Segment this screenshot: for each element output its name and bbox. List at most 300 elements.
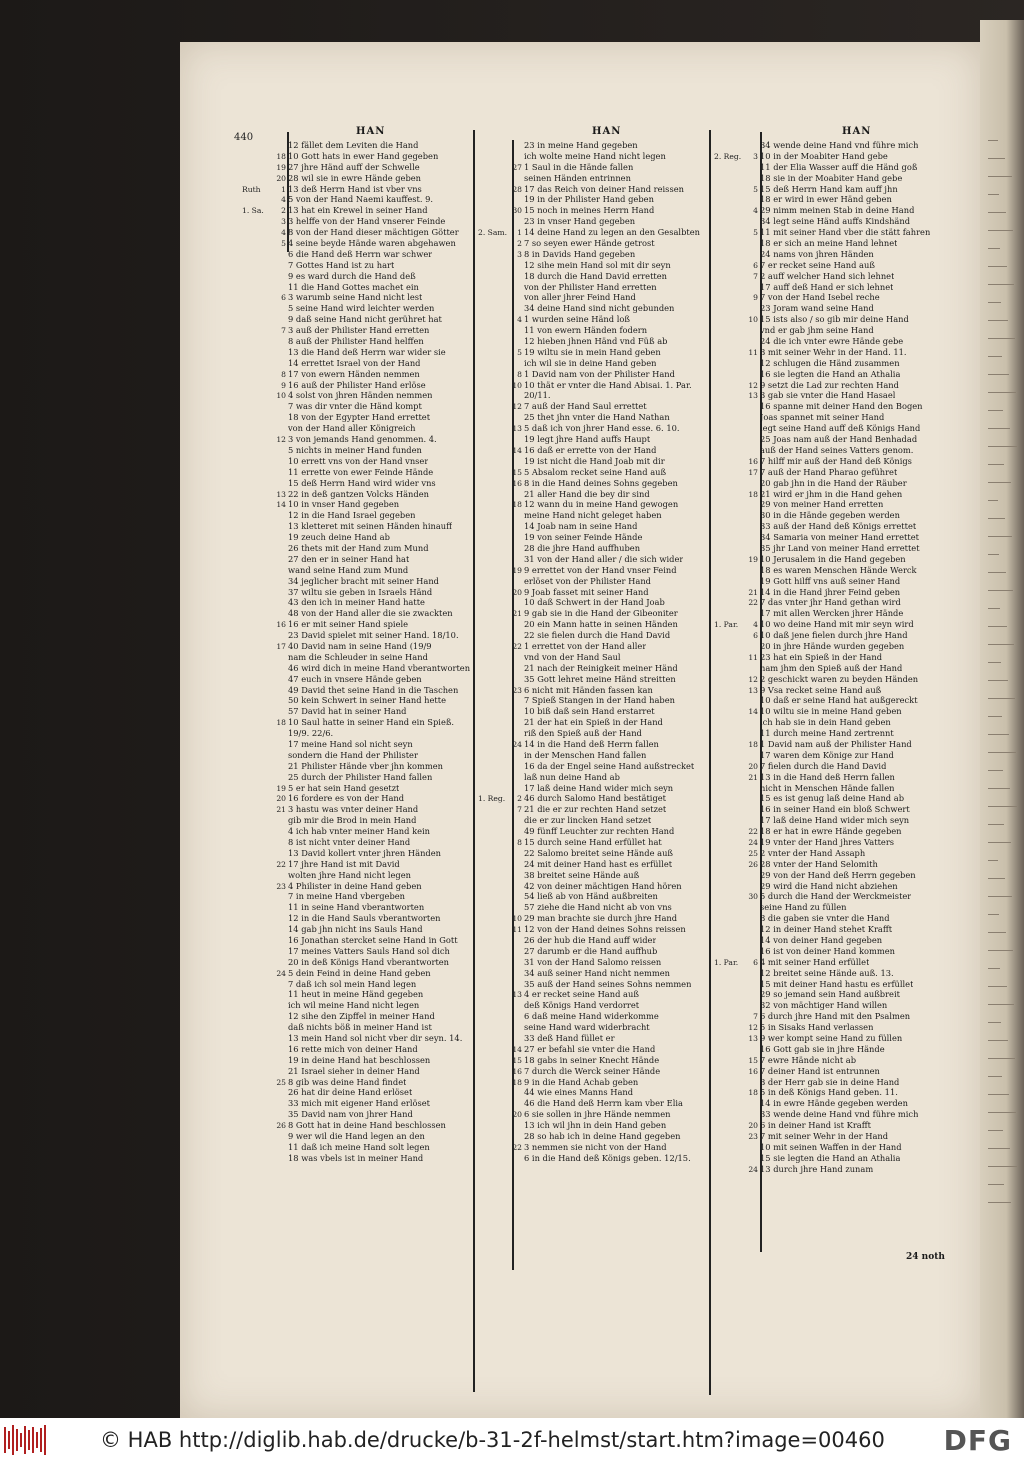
- chapter-number: 12: [748, 380, 758, 390]
- entry-text: 5 daß ich von jhrer Hand esse. 6. 10.: [524, 423, 680, 434]
- index-entry: [242, 913, 472, 924]
- index-entry: [478, 1033, 708, 1044]
- ghost-text-line: [988, 1112, 1016, 1113]
- entry-text: 19 zeuch deine Hand ab: [288, 532, 390, 543]
- entry-text: 19/9. 22/6.: [288, 728, 334, 739]
- logo-bar: [4, 1427, 6, 1453]
- index-entry: [478, 151, 708, 162]
- index-entry: [714, 685, 976, 696]
- index-entry: [714, 412, 976, 423]
- entry-text: 8 ist nicht vnter deiner Hand: [288, 837, 411, 847]
- entry-text: 47 euch in vnsere Hände geben: [288, 673, 422, 684]
- ghost-text-line: [988, 1148, 1010, 1149]
- index-entry: [714, 162, 976, 173]
- index-entry: [714, 630, 976, 641]
- entry-text: 17 waren dem Könige zur Hand: [760, 749, 894, 760]
- entry-text: 7 Gottes Hand ist zu hart: [288, 259, 395, 270]
- entry-text: 21 nach der Reinigkeit meiner Händ: [524, 662, 678, 673]
- ghost-text-line: [988, 896, 1012, 897]
- entry-text: 14 in die Hand jhrer Feind geben: [760, 586, 901, 597]
- index-column-3: [714, 140, 976, 1175]
- index-entry: [478, 652, 708, 663]
- chapter-number: 18: [748, 739, 758, 749]
- index-entry: [714, 870, 976, 881]
- entry-text: 9 gab sie in die Hand der Gibeoniter: [524, 608, 678, 619]
- index-entry: [714, 739, 976, 750]
- index-entry: [242, 1153, 472, 1164]
- index-entry: [478, 216, 708, 227]
- entry-text: 57 ziehe die Hand nicht ab von vns: [524, 902, 672, 913]
- entry-text: 19 vnter der Hand jhres Vatters: [760, 837, 895, 847]
- ghost-text-line: [988, 374, 1009, 375]
- entry-text: 14 in die Hand deß Herrn fallen: [524, 738, 659, 749]
- index-entry: [478, 1055, 708, 1066]
- index-entry: [714, 652, 976, 663]
- entry-text: 32 von mächtiger Hand willen: [760, 1000, 888, 1011]
- index-entry: [242, 1142, 472, 1153]
- index-entry: [714, 532, 976, 543]
- index-entry: [714, 1087, 976, 1098]
- entry-text: 23 David spielet mit seiner Hand. 18/10.: [288, 630, 459, 641]
- chapter-number: 26: [748, 859, 758, 869]
- index-entry: [478, 630, 708, 641]
- chapter-number: 4: [517, 315, 522, 325]
- entry-text: 18 was vbels ist in meiner Hand: [288, 1152, 424, 1163]
- index-entry: [478, 271, 708, 282]
- ghost-text-line: [988, 1202, 1011, 1203]
- entry-text: 10 in vnser Hand gegeben: [288, 499, 400, 510]
- index-entry: [478, 336, 708, 347]
- entry-text: 13 hat ein Krewel in seiner Hand: [288, 205, 428, 216]
- entry-text: 13 kletteret mit seinen Händen hinauff: [288, 521, 453, 532]
- index-entry: [714, 674, 976, 685]
- entry-text: 4 ich hab vnter meiner Hand kein: [288, 826, 431, 837]
- entry-text: 12 fället dem Leviten die Hand: [288, 140, 419, 150]
- chapter-number: 12: [748, 674, 758, 684]
- entry-text: 10 wiltu sie in meine Hand geben: [760, 706, 902, 717]
- index-entry: [478, 1077, 708, 1088]
- entry-text: 7 auß der Hand Saul errettet: [524, 401, 647, 412]
- chapter-number: 12: [748, 1023, 758, 1033]
- index-entry: [714, 891, 976, 902]
- entry-text: 19 in deine Hand hat beschlossen: [288, 1054, 431, 1065]
- index-entry: [714, 303, 976, 314]
- index-entry: [478, 924, 708, 935]
- index-entry: [478, 793, 708, 804]
- chapter-number: 4: [281, 228, 286, 238]
- index-entry: [478, 434, 708, 445]
- hab-logo-icon: [4, 1425, 50, 1455]
- index-entry: [478, 380, 708, 391]
- entry-text: 17 jhre Hand ist mit David: [288, 858, 400, 869]
- entry-text: 10 thät er vnter die Hand Abisai. 1. Par.: [524, 379, 692, 390]
- index-entry: [242, 489, 472, 500]
- entry-text: 46 wird dich in meine Hand vberantworten: [288, 662, 471, 673]
- chapter-number: 15: [512, 1055, 522, 1065]
- ghost-text-line: [988, 878, 1005, 879]
- index-entry: [242, 881, 472, 892]
- entry-text: 14 gab jhn nicht ins Sauls Hand: [288, 924, 423, 935]
- index-entry: [242, 292, 472, 303]
- index-entry: [478, 347, 708, 358]
- index-entry: [478, 423, 708, 434]
- entry-text: 18 er wird in ewer Händ geben: [760, 194, 892, 205]
- ghost-text-line: [988, 932, 1006, 933]
- entry-text: 5 von der Hand Naemi kauffest. 9.: [288, 194, 434, 205]
- chapter-number: 20: [748, 1121, 758, 1131]
- index-entry: [478, 663, 708, 674]
- logo-bar: [24, 1426, 26, 1454]
- entry-text: 27 jhre Händ auff der Schwelle: [288, 161, 420, 172]
- chapter-number: 3: [281, 217, 286, 227]
- chapter-number: 2: [517, 239, 522, 249]
- entry-text: 3 hastu was vnter deiner Hand: [288, 804, 419, 815]
- index-entry: [478, 521, 708, 532]
- chapter-number: 20: [512, 1110, 522, 1120]
- entry-text: 11 mit seiner Hand vber die stätt fahren: [760, 227, 931, 238]
- entry-text: 9 Vsa recket seine Hand auß: [760, 684, 882, 695]
- index-entry: [242, 358, 472, 369]
- ghost-text-line: [988, 392, 1016, 393]
- chapter-number: 4: [281, 195, 286, 205]
- index-entry: [242, 663, 472, 674]
- chapter-number: 22: [748, 827, 758, 837]
- index-entry: [714, 1022, 976, 1033]
- logo-bar: [40, 1428, 42, 1452]
- index-entry: [478, 412, 708, 423]
- entry-text: 2 auff welcher Hand sich lehnet: [760, 270, 895, 281]
- index-entry: [714, 205, 976, 216]
- chapter-number: 13: [748, 1034, 758, 1044]
- index-entry: [714, 717, 976, 728]
- entry-text: 43 den ich in meiner Hand hatte: [288, 597, 425, 608]
- chapter-number: 2: [281, 206, 286, 216]
- index-entry: [242, 271, 472, 282]
- entry-text: 49 fünff Leuchter zur rechten Hand: [524, 826, 675, 837]
- entry-text: 5 in deß Königs Hand geben. 11.: [760, 1087, 898, 1098]
- entry-text: 14 von deiner Hand gegeben: [760, 935, 883, 946]
- entry-text: 21 Israel sieher in deiner Hand: [288, 1065, 420, 1076]
- index-entry: [478, 227, 708, 238]
- index-entry: [242, 532, 472, 543]
- ghost-text-line: [988, 662, 1001, 663]
- index-entry: [478, 815, 708, 826]
- logo-bar: [32, 1427, 34, 1453]
- index-entry: [242, 989, 472, 1000]
- index-entry: [714, 292, 976, 303]
- index-entry: [714, 423, 976, 434]
- index-entry: [714, 216, 976, 227]
- index-entry: [242, 390, 472, 401]
- index-entry: [714, 587, 976, 598]
- entry-text: 12 in die Hand Sauls vberantworten: [288, 913, 441, 924]
- chapter-number: 1: [517, 228, 522, 238]
- index-entry: [478, 260, 708, 271]
- index-entry: [714, 881, 976, 892]
- index-entry: [714, 325, 976, 336]
- entry-text: 13 durch jhre Hand zunam: [760, 1163, 874, 1174]
- entry-text: 15 es ist genug laß deine Hand ab: [760, 793, 905, 804]
- chapter-number: 10: [276, 391, 286, 401]
- index-entry: [242, 587, 472, 598]
- entry-text: 34 jeglicher bracht mit seiner Hand: [288, 575, 439, 586]
- entry-text: in der Menschen Hand fallen: [524, 749, 647, 760]
- index-entry: [478, 314, 708, 325]
- chapter-number: 30: [512, 206, 522, 216]
- index-entry: [242, 521, 472, 532]
- chapter-number: 20: [512, 587, 522, 597]
- entry-text: 33 mich mit eigener Hand erlöset: [288, 1098, 430, 1109]
- ghost-text-line: [988, 302, 1001, 303]
- index-entry: [242, 543, 472, 554]
- index-entry: [242, 162, 472, 173]
- entry-text: 22 sie fielen durch die Hand David: [524, 630, 671, 641]
- chapter-number: 30: [748, 892, 758, 902]
- entry-text: 10 daß er seine Hand hat außgereckt: [760, 695, 918, 706]
- chapter-number: 1: [281, 184, 286, 194]
- index-entry: [478, 1153, 708, 1164]
- index-entry: [714, 913, 976, 924]
- ghost-text-line: [988, 338, 1015, 339]
- entry-text: 9 errettet von der Hand vnser Feind: [524, 564, 677, 575]
- chapter-number: 18: [748, 489, 758, 499]
- entry-text: wand seine Hand zum Mund: [288, 564, 409, 575]
- entry-text: 7 was dir vnter die Händ kompt: [288, 401, 422, 412]
- entry-text: ich wil meine Hand nicht legen: [288, 1000, 420, 1011]
- index-entry: [714, 619, 976, 630]
- chapter-number: 16: [512, 1066, 522, 1076]
- entry-text: nam jhm den Spieß auß der Hand: [760, 662, 903, 673]
- chapter-number: 19: [276, 783, 286, 793]
- entry-text: 9 wer wil die Hand legen an den: [288, 1131, 425, 1142]
- ghost-text-line: [988, 608, 1000, 609]
- index-entry: [714, 1164, 976, 1175]
- logo-bar: [20, 1433, 22, 1447]
- index-entry: [714, 467, 976, 478]
- entry-text: 17 laß deine Hand wider mich seyn: [524, 782, 674, 793]
- entry-text: 38 breitet seine Hände auß: [524, 869, 640, 880]
- entry-text: 3 warumb seine Hand nicht lest: [288, 292, 423, 303]
- entry-text: 4 solst von jhren Händen nemmen: [288, 390, 433, 401]
- entry-text: 24 die ich vnter ewre Hände gebe: [760, 336, 904, 347]
- index-entry: [714, 772, 976, 783]
- ghost-text-line: [988, 266, 1007, 267]
- entry-text: 17 meine Hand sol nicht seyn: [288, 738, 413, 749]
- entry-text: 12 sihe mein Hand sol mit dir seyn: [524, 259, 671, 270]
- chapter-number: 24: [512, 739, 522, 749]
- index-entry: [242, 369, 472, 380]
- entry-text: 12 breitet seine Hände auß. 13.: [760, 967, 894, 978]
- ghost-text-line: [988, 986, 1007, 987]
- index-entry: [478, 238, 708, 249]
- entry-text: 1 Saul in die Hände fallen: [524, 161, 634, 172]
- index-entry: [478, 489, 708, 500]
- entry-text: 2 vnter der Hand Assaph: [760, 847, 866, 858]
- chapter-number: 25: [748, 848, 758, 858]
- entry-text: 3 helffe von der Hand vnserer Feinde: [288, 216, 446, 227]
- index-entry: [714, 826, 976, 837]
- entry-text: 12 von der Hand deines Sohns reissen: [524, 924, 686, 935]
- entry-text: 10 daß Schwert in der Hand Joab: [524, 597, 665, 608]
- column-rule: [473, 130, 475, 1392]
- chapter-number: 3: [753, 151, 758, 161]
- index-entry: [242, 456, 472, 467]
- entry-text: 11 der Elia Wasser auff die Händ goß: [760, 161, 918, 172]
- entry-text: 23 in meine Hand gegeben: [524, 140, 638, 150]
- index-entry: [242, 1022, 472, 1033]
- entry-text: 12 wann du in meine Hand gewogen: [524, 499, 679, 510]
- index-entry: [478, 641, 708, 652]
- chapter-number: 13: [276, 489, 286, 499]
- index-entry: [242, 423, 472, 434]
- index-entry: [242, 194, 472, 205]
- chapter-number: 13: [748, 685, 758, 695]
- entry-text: 13 die Hand deß Herrn war wider sie: [288, 346, 446, 357]
- index-entry: [242, 979, 472, 990]
- entry-text: 10 in der Moabiter Hand gebe: [760, 150, 888, 161]
- entry-text: 13 ich wil jhn in dein Hand geben: [524, 1120, 667, 1131]
- index-entry: [478, 184, 708, 195]
- index-entry: [242, 1131, 472, 1142]
- ghost-text-line: [988, 788, 1010, 789]
- index-entry: [478, 608, 708, 619]
- index-entry: [242, 412, 472, 423]
- index-entry: [478, 717, 708, 728]
- entry-text: 10 mit seinen Waffen in der Hand: [760, 1141, 902, 1152]
- chapter-number: 6: [753, 957, 758, 967]
- entry-text: 16 auß der Philister Hand erlöse: [288, 379, 426, 390]
- index-entry: [478, 194, 708, 205]
- index-entry: [478, 456, 708, 467]
- entry-text: 20 in jhre Hände wurden gegeben: [760, 640, 905, 651]
- entry-text: 14 Joab nam in seine Hand: [524, 521, 638, 532]
- index-entry: [242, 750, 472, 761]
- chapter-number: 9: [281, 380, 286, 390]
- entry-text: 7 deiner Hand ist entrunnen: [760, 1065, 880, 1076]
- index-entry: [242, 859, 472, 870]
- index-entry: [714, 314, 976, 325]
- index-entry: [478, 205, 708, 216]
- entry-text: 35 auß der Hand seines Sohns nemmen: [524, 978, 692, 989]
- chapter-number: 14: [512, 445, 522, 455]
- entry-text: 5 durch die Hand der Werckmeister: [760, 891, 912, 902]
- entry-text: 23 hat ein Spieß in der Hand: [760, 651, 883, 662]
- index-entry: [478, 249, 708, 260]
- index-entry: [478, 685, 708, 696]
- entry-text: 18 er sich an meine Hand lehnet: [760, 238, 898, 249]
- index-entry: [242, 761, 472, 772]
- index-entry: [242, 891, 472, 902]
- index-entry: [478, 543, 708, 554]
- ghost-text-line: [988, 446, 1017, 447]
- index-entry: [714, 369, 976, 380]
- page-number: 440: [234, 132, 254, 143]
- entry-text: 5 Absalom recket seine Hand auß: [524, 466, 667, 477]
- chapter-number: 6: [753, 260, 758, 270]
- index-entry: [478, 478, 708, 489]
- entry-text: 12 schlugen die Händ zusammen: [760, 357, 900, 368]
- entry-text: 16 ist von deiner Hand kommen: [760, 945, 895, 956]
- entry-text: 6 daß meine Hand widerkomme: [524, 1011, 659, 1022]
- index-entry: [478, 783, 708, 794]
- index-entry: [478, 706, 708, 717]
- index-entry: [478, 303, 708, 314]
- index-entry: [242, 249, 472, 260]
- index-entry: [242, 314, 472, 325]
- entry-text: 6 in deiner Hand ist Krafft: [760, 1120, 871, 1131]
- index-entry: [242, 303, 472, 314]
- entry-text: 15 noch in meines Herrn Hand: [524, 205, 655, 216]
- entry-text: 1 David nam von der Philister Hand: [524, 368, 675, 379]
- index-entry: [242, 1077, 472, 1088]
- index-entry: [242, 772, 472, 783]
- index-entry: [478, 848, 708, 859]
- chapter-number: 19: [276, 162, 286, 172]
- index-entry: [242, 739, 472, 750]
- chapter-number: 21: [276, 805, 286, 815]
- entry-text: Joas spannet mit seiner Hand: [760, 412, 885, 423]
- entry-text: 12 hieben jhnen Händ vnd Füß ab: [524, 336, 668, 347]
- index-entry: [478, 499, 708, 510]
- index-entry: [478, 1087, 708, 1098]
- index-entry: [242, 1044, 472, 1055]
- entry-text: 26 der hub die Hand auff wider: [524, 935, 657, 946]
- chapter-number: 16: [512, 478, 522, 488]
- ghost-text-line: [988, 212, 1006, 213]
- index-entry: [242, 282, 472, 293]
- book-abbreviation: Ruth: [242, 184, 261, 194]
- index-entry: [714, 456, 976, 467]
- entry-text: 12 sihe den Zipffel in meiner Hand: [288, 1011, 435, 1022]
- entry-text: 19 wiltu sie in mein Hand geben: [524, 346, 661, 357]
- entry-text: 11 durch meine Hand zertrennt: [760, 728, 894, 739]
- entry-text: 7 mit seiner Wehr in der Hand: [760, 1131, 889, 1142]
- chapter-number: 24: [748, 1164, 758, 1174]
- index-entry: [478, 325, 708, 336]
- entry-text: seine Hand zu füllen: [760, 902, 847, 913]
- entry-text: 16 Jonathan stercket seine Hand in Gott: [288, 935, 458, 946]
- entry-text: vnd von der Hand Saul: [524, 651, 621, 662]
- entry-text: 16 in seiner Hand ein bloß Schwert: [760, 804, 910, 815]
- index-entry: [242, 1011, 472, 1022]
- index-entry: [714, 935, 976, 946]
- chapter-number: 21: [748, 772, 758, 782]
- ghost-text-line: [988, 1022, 1001, 1023]
- chapter-number: 18: [748, 1088, 758, 1098]
- index-entry: [714, 489, 976, 500]
- chapter-number: 4: [753, 620, 758, 630]
- entry-text: 28 die jhre Hand auffhuben: [524, 542, 641, 553]
- entry-text: 18 von der Egypter Hand errettet: [288, 412, 431, 423]
- entry-text: 33 deß Hand füllet er: [524, 1033, 615, 1044]
- index-entry: [478, 292, 708, 303]
- entry-text: seinen Händen entrinnen: [524, 172, 631, 183]
- index-entry: [714, 249, 976, 260]
- chapter-number: 8: [517, 369, 522, 379]
- entry-text: 16 spanne mit deiner Hand den Bogen: [760, 401, 923, 412]
- index-entry: [478, 173, 708, 184]
- entry-text: von der Hand aller Königreich: [288, 423, 416, 434]
- entry-text: 16 rette mich von deiner Hand: [288, 1043, 418, 1054]
- entry-text: 3 gab sie vnter die Hand Hasael: [760, 390, 896, 401]
- entry-text: 3 nemmen sie nicht von der Hand: [524, 1141, 667, 1152]
- entry-text: 7 daß ich sol mein Hand legen: [288, 978, 417, 989]
- index-entry: [242, 1066, 472, 1077]
- entry-text: 4 seine beyde Hände waren abgehawen: [288, 238, 456, 249]
- entry-text: 57 David hat in seiner Hand: [288, 706, 407, 717]
- entry-text: 12 in deiner Hand stehet Krafft: [760, 924, 893, 935]
- ghost-text-line: [988, 824, 1004, 825]
